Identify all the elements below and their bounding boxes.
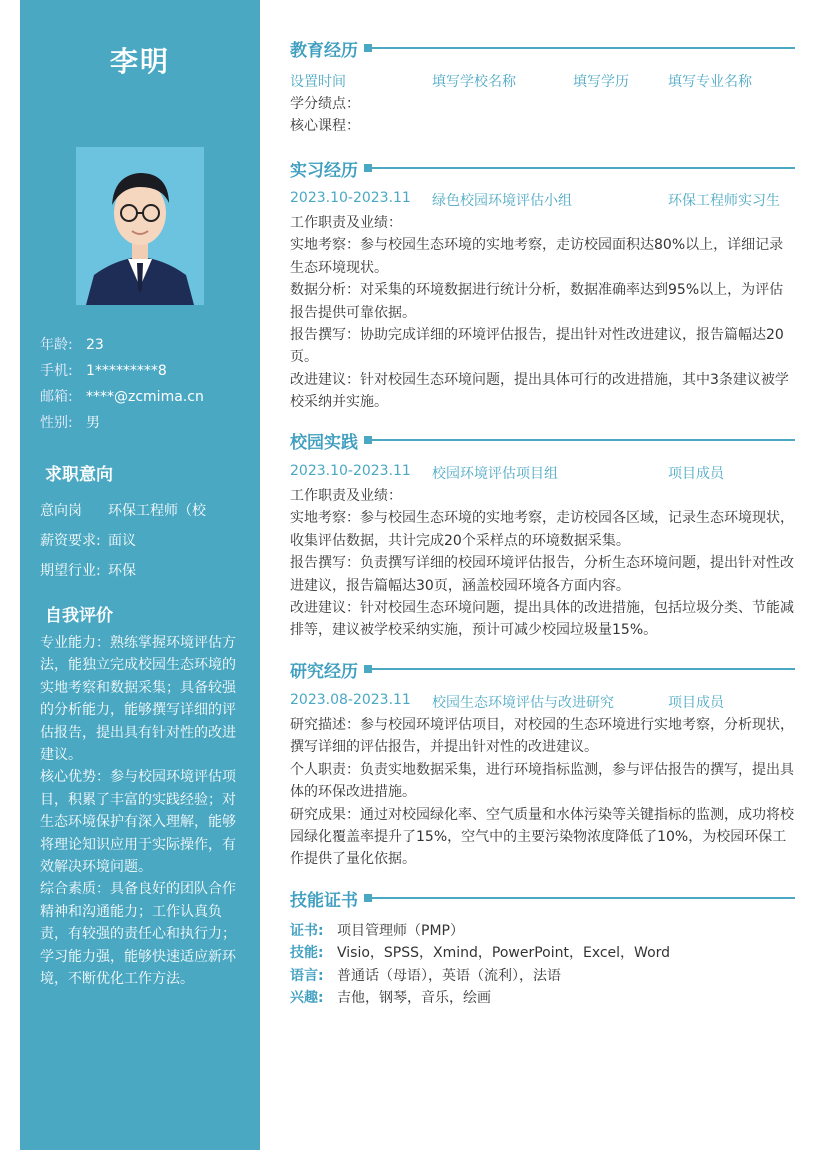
intent-position: 意向岗 环保工程师（校: [40, 503, 206, 519]
education-row: 设置时间 填写学校名称 填写学历 填写专业名称: [290, 74, 752, 90]
research-details: 研究描述：参与校园环境评估项目，对校园的生态环境进行实地考察，分析现状，撰写详细的评估报告，并提出针对性的改进建议。 个人职责：负责实地数据采集，进行环境指标监测，参与评估报告的撰写，提出具体的环保改进措施。 研究成果：通过对校园绿化率、空气质量和水体污染等关键指标的监测，成功将校园绿化覆盖率提升了15%，空气中的主要污染物浓度降低了10%，为校园环保工作提供了量化依据。: [290, 717, 794, 868]
profile-photo: [76, 147, 204, 305]
header-rule: [366, 439, 795, 441]
intent-title: 求职意向: [45, 465, 113, 485]
skill-certificate: 证书: 项目管理师（PMP）: [290, 923, 464, 939]
intent-industry: 期望行业: 环保: [40, 563, 136, 579]
sidebar: [20, 0, 260, 1150]
campus-row: 2023.10-2023.11 校园环境评估项目组 项目成员: [290, 463, 724, 482]
internship-details: 工作职责及业绩： 实地考察：参与校园生态环境的实地考察，走访校园面积达80%以上，详细记录生态环境现状。 数据分析：对采集的环境数据进行统计分析，数据准确率达到95%以上，为评估报告提供可靠依据。 报告撰写：协助完成详细的环境评估报告，提出针对性改进建议，报告篇幅达20页。 改进建议：针对校园生态环境问题，提出具体可行的改进措施，其中3条建议被学校采纳并实施。: [290, 215, 789, 411]
info-phone: 手机: 1*********8: [40, 363, 167, 379]
self-eval-title: 自我评价: [45, 606, 113, 626]
campus-header: 校园实践: [290, 428, 795, 452]
candidate-name: 李明: [109, 45, 170, 78]
self-eval-text: 专业能力：熟练掌握环境评估方法，能独立完成校园生态环境的实地考察和数据采集；具备较强的分析能力，能够撰写详细的评估报告，提出具有针对性的改进建议。 核心优势：参与校园环境评估项目，积累了丰富的实践经验；对生态环境保护有深入理解，能够将理论知识应用于实际操作，有效解决环境问题。 综合素质：具备良好的团队合作精神和沟通能力；工作认真负责，有较强的责任心和执行力；学习能力强，能够快速适应新环境，不断优化工作方法。: [40, 635, 236, 988]
info-gender: 性别: 男: [40, 415, 100, 431]
education-header: 教育经历: [290, 36, 795, 60]
skill-interests: 兴趣: 吉他，钢琴，音乐，绘画: [290, 990, 491, 1007]
research-row: 2023.08-2023.11 校园生态环境评估与改进研究 项目成员: [290, 692, 724, 711]
skills-list: [290, 920, 795, 1010]
header-rule: [366, 47, 795, 49]
header-rule: [366, 897, 795, 899]
basic-info: [40, 335, 250, 439]
internship-row: 2023.10-2023.11 绿色校园环境评估小组 环保工程师实习生: [290, 190, 780, 209]
campus-details: 工作职责及业绩： 实地考察：参与校园生态环境的实地考察，走访校园各区域，记录生态环境现状，收集评估数据，共计完成20个采样点的环境数据采集。 报告撰写：负责撰写详细的校园环境评估报告，分析生态环境问题，提出针对性改进建议，报告篇幅达30页，涵盖校园环境各方面内容。 改进建议：针对校园生态环境问题，提出具体的改进措施，包括垃圾分类、节能减排等，建议被学校采纳实施，预计可减少校园垃圾量15%。: [290, 488, 794, 639]
skills-header: 技能证书: [290, 886, 795, 910]
skill-language: 语言: 普通话（母语），英语（流利），法语: [290, 967, 561, 984]
header-rule: [366, 668, 795, 670]
internship-header: 实习经历: [290, 156, 795, 180]
info-age: 年龄: 23: [40, 337, 104, 353]
header-rule: [366, 167, 795, 169]
education-details: 学分绩点： 核心课程：: [290, 96, 360, 135]
skill-software: 技能: Visio，SPSS，Xmind，PowerPoint，Excel，Word: [290, 945, 671, 962]
info-email: 邮箱: ****@zcmima.cn: [40, 389, 204, 405]
research-header: 研究经历: [290, 657, 795, 681]
intent-salary: 薪资要求: 面议: [40, 533, 136, 549]
